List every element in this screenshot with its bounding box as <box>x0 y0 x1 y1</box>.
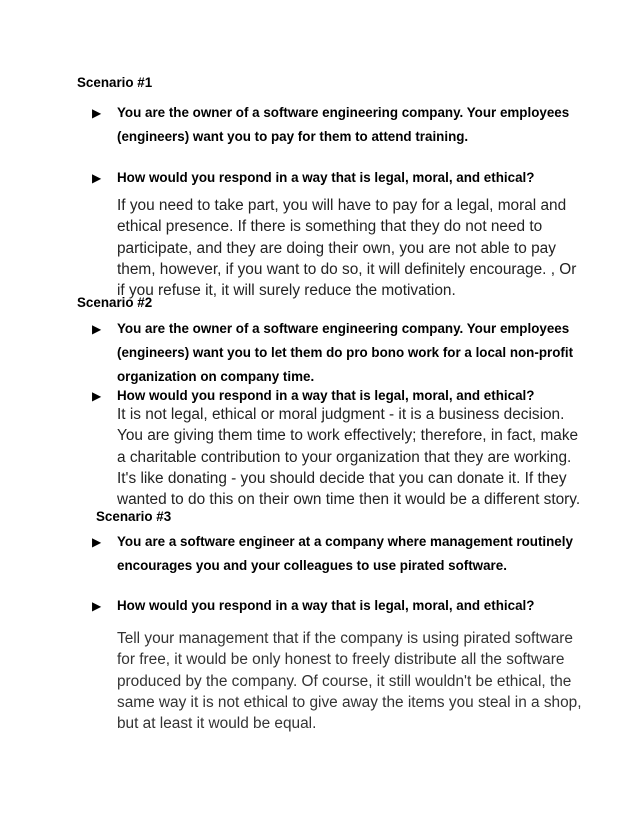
scenario-3-question: How would you respond in a way that is legal, moral, and ethical? <box>117 598 535 613</box>
bullet-arrow-icon: ▶ <box>92 171 102 185</box>
bullet-arrow-icon: ▶ <box>92 106 102 120</box>
scenario-2-prompt: You are the owner of a software engineering company. Your employees (engineers) want you to let them do pro bono work for a local non-profit organization on company time. <box>117 321 574 384</box>
bullet-arrow-icon: ▶ <box>92 322 102 336</box>
scenario-1-answer: If you need to take part, you will have to pay for a legal, moral and ethical presence. If there is something that they do not need to participate, and they are doing their own, you are not able to pay them, however, if you want to do so, it will definitely encourage. , Or if you refuse it, it will surely reduce the motivation. <box>117 197 577 300</box>
scenario-3-heading: Scenario #3 <box>96 509 172 524</box>
bullet-arrow-icon: ▶ <box>92 535 102 549</box>
scenario-3-prompt: You are a software engineer at a company where management routinely encourages you and your colleagues to use pirated software. <box>117 534 573 573</box>
bullet-arrow-icon: ▶ <box>92 389 102 403</box>
bullet-arrow-icon: ▶ <box>92 599 102 613</box>
scenario-1-prompt: You are the owner of a software engineering company. Your employees (engineers) want you to pay for them to attend training. <box>117 105 570 144</box>
scenario-2-heading: Scenario #2 <box>77 295 153 310</box>
scenario-2-question: How would you respond in a way that is legal, moral, and ethical? <box>117 388 535 403</box>
scenario-1-question: How would you respond in a way that is legal, moral, and ethical? <box>117 170 535 185</box>
scenario-2-answer: It is not legal, ethical or moral judgment - it is a business decision. You are giving them time to work effectively; therefore, in fact, make a charitable contribution to your organization that they are working. It's like donating - you should decide that you can donate it. If they wanted to do this on their own time then it would be a different story. <box>117 406 581 509</box>
scenario-3-answer: Tell your management that if the company is using pirated software for free, it would be only honest to freely distribute all the software produced by the company. Of course, it still wouldn't be ethical, the same way it is not ethical to give away the items you steal in a shop, but at least it would be equal. <box>117 630 582 733</box>
scenario-1-heading: Scenario #1 <box>77 75 153 90</box>
